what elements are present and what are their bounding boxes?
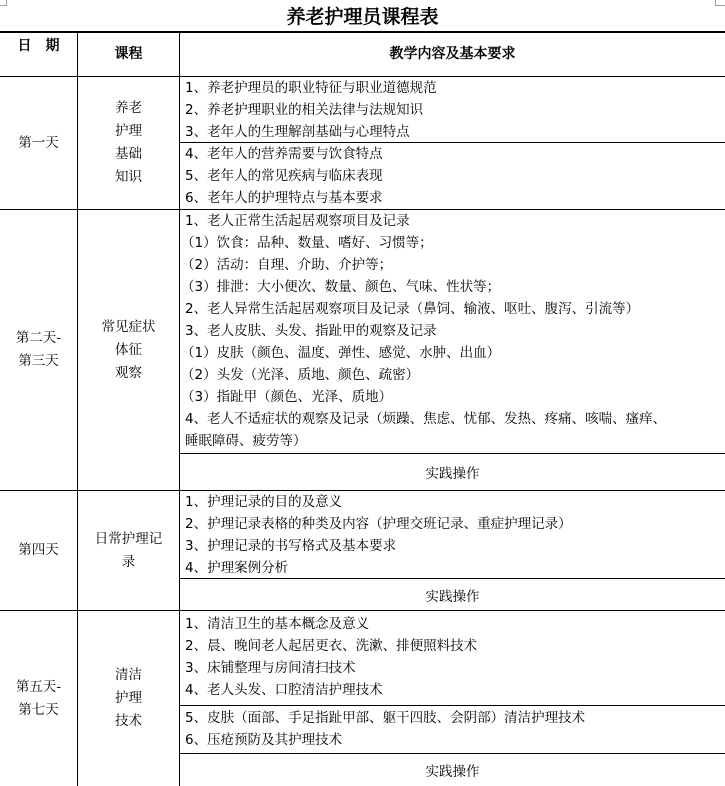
content-line: 3、老年人的生理解剖基础与心理特点 [185, 124, 410, 140]
header-content: 教学内容及基本要求 [389, 45, 516, 62]
course-line: 观察 [115, 364, 142, 381]
content-line: 3、床铺整理与房间清扫技术 [185, 660, 356, 676]
content-line: 4、老年人的营养需要与饮食特点 [185, 146, 383, 162]
content-line: （2）活动：自理、介助、介护等； [181, 257, 393, 273]
content-line: 1、老人正常生活起居观察项目及记录 [185, 213, 410, 229]
row4-content-group-2 [185, 707, 585, 751]
course-line: 录 [121, 553, 136, 570]
row4-course [78, 611, 179, 786]
row2-practice: 实践操作 [425, 466, 480, 482]
document-title: 养老护理员课程表 [286, 6, 439, 28]
course-line: 体征 [115, 341, 142, 358]
content-line: 5、老年人的常见疾病与临床表现 [185, 168, 383, 184]
row3-practice: 实践操作 [425, 588, 480, 605]
header-course: 课程 [114, 45, 143, 62]
course-column-divider [179, 32, 180, 786]
course-line: 知识 [115, 169, 142, 185]
row3-course [78, 491, 179, 610]
content-line: （2）头发（光泽、质地、颜色、疏密） [181, 367, 420, 383]
course-line: 日常护理记 [94, 530, 163, 547]
date-line: 第二天- [15, 330, 62, 346]
date-line: 第五天- [15, 678, 62, 695]
content-line: 4、护理案例分析 [185, 560, 289, 576]
content-line: 2、养老护理职业的相关法律与法规知识 [185, 102, 424, 118]
content-line: 睡眠障碍、疲劳等） [185, 433, 307, 449]
content-line: 4、老人不适症状的观察及记录（烦躁、焦虑、忧郁、发热、疼痛、咳喘、瘙痒、 [185, 411, 667, 427]
content-line: （1）饮食：品种、数量、嗜好、习惯等； [181, 235, 433, 251]
row1-content-group-1 [185, 77, 437, 143]
content-line: 1、清洁卫生的基本概念及意义 [185, 616, 370, 632]
row4-content-divider [179, 705, 725, 706]
row4-practice: 实践操作 [425, 764, 480, 780]
course-line: 清洁 [115, 667, 142, 683]
course-line: 护理 [115, 690, 142, 706]
content-line: 2、老人异常生活起居观察项目及记录（鼻饲、输液、呕吐、腹泻、引流等） [185, 301, 640, 317]
content-line: 5、皮肤（面部、手足指趾甲部、躯干四肢、会阴部）清洁护理技术 [185, 710, 586, 726]
date-line: 第七天 [18, 701, 59, 718]
row1-date: 第一天 [18, 134, 59, 151]
course-line: 基础 [115, 146, 142, 162]
row4-content-group-1 [185, 613, 477, 701]
row1-content-group-2 [185, 143, 383, 209]
row4-date [0, 611, 77, 786]
row2-date [0, 210, 77, 490]
course-line: 技术 [115, 713, 142, 729]
content-line: （3）排泄：大小便次、数量、颜色、气味、性状等； [181, 279, 501, 295]
content-line: 2、护理记录表格的种类及内容（护理交班记录、重症护理记录） [185, 516, 572, 532]
content-line: 1、护理记录的目的及意义 [185, 494, 343, 510]
course-line: 护理 [115, 123, 142, 139]
content-line: 4、老人头发、口腔清洁护理技术 [185, 682, 383, 698]
header-date: 日 期 [17, 37, 60, 54]
content-line: 6、压疮预防及其护理技术 [185, 732, 343, 748]
date-line: 第三天 [18, 353, 59, 369]
content-line: 3、护理记录的书写格式及基本要求 [185, 538, 397, 554]
course-line: 养老 [115, 100, 142, 116]
course-line: 常见症状 [101, 318, 156, 335]
row2-course [78, 210, 179, 490]
row1-course [78, 77, 179, 209]
content-line: 3、老人皮肤、头发、指趾甲的观察及记录 [185, 323, 437, 339]
row3-date: 第四天 [18, 542, 59, 558]
content-line: （1）皮肤（颜色、温度、弹性、感觉、水肿、出血） [181, 345, 501, 361]
content-line: 1、养老护理员的职业特征与职业道德规范 [185, 80, 437, 96]
row2-content [181, 210, 666, 452]
content-line: 6、老年人的护理特点与基本要求 [185, 190, 383, 206]
content-line: （3）指趾甲（颜色、光泽、质地） [181, 389, 393, 405]
content-line: 2、晨、晚间老人起居更衣、洗漱、排便照料技术 [185, 638, 478, 654]
row3-content [185, 491, 572, 579]
